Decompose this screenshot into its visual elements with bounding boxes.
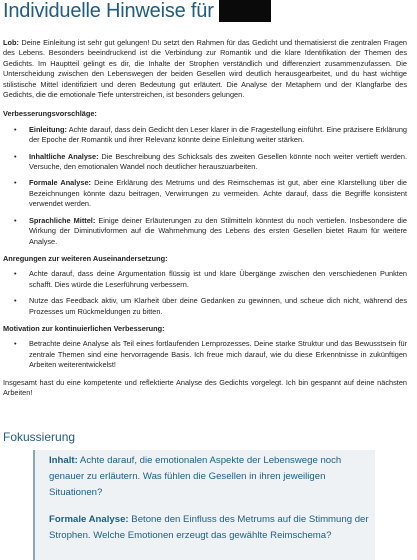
bullet-icon: •: [14, 215, 17, 225]
praise-paragraph: [3, 38, 407, 100]
page-title: Individuelle Hinweise für: [3, 0, 214, 22]
bullet-icon: •: [14, 124, 17, 134]
motivation-list: [3, 339, 407, 370]
list-item: [3, 269, 407, 290]
item-label: Formale Analyse:: [29, 178, 92, 188]
bullet-icon: •: [14, 339, 17, 349]
focus-box: [33, 450, 375, 560]
praise-text: Deine Einleitung ist sehr gut gelungen! Du setzt den Rahmen für das Gedicht und thematisierst die zentralen Fragen des Lebens. Besonders beeindruckend ist die Verbindung zur Romantik und die klare Identifikation der Themen des Gedichts. Im Hauptteil gelingt es dir, die Inhalte der Strophen verständlich und differenziert zusammenzufassen. Die Unterscheidung zwischen den Lebenswegen der beiden Gesellen wird deutlich herausgearbeitet, und du hast wichtige stilistische Mittel identifiziert und deren Bedeutung gut erläutert. Die Analyse der Metaphern und der Klangfarbe des Gedichts, die die emotionale Tiefe unterstreichen, ist besonders gelungen.: [3, 38, 407, 100]
focus-item-content: [49, 453, 369, 502]
redacted-name: [219, 0, 271, 22]
focus-item-label: Inhalt:: [49, 455, 78, 466]
focus-item-form: [49, 512, 369, 544]
bullet-icon: •: [14, 296, 17, 306]
summary-paragraph: Insgesamt hast du eine kompetente und reflektierte Analyse des Gedichts vorgelegt. Ich bin gespannt auf deine nächsten Arbeiten!: [3, 377, 407, 397]
item-label: Einleitung:: [29, 124, 67, 134]
bullet-icon: •: [14, 269, 17, 279]
list-item: [3, 216, 407, 247]
list-item: [3, 339, 407, 370]
improvements-list: [3, 125, 407, 247]
bullet-icon: •: [14, 151, 17, 161]
praise-label: Lob:: [3, 38, 19, 47]
focus-item-text: Betone den Einfluss des Metrums auf die Stimmung der Strophen. Welche Emotionen erzeugt das gewählte Reimschema?: [49, 514, 369, 542]
suggestions-list: [3, 269, 407, 317]
bullet-icon: •: [14, 178, 17, 188]
item-label: Sprachliche Mittel:: [29, 215, 96, 225]
item-text: Betrachte deine Analyse als Teil eines fortlaufenden Lernprozesses. Deine starke Struktur und das Bewusstsein für zentrale Themen sind eine hervorragende Basis. Ich freue mich darauf, wie du diese Erkenntnisse in zukünftigen Arbeiten weiterentwickelst!: [29, 339, 407, 370]
item-text: Deine Erklärung des Metrums und des Reimschemas ist gut, aber eine Klarstellung über die Bezeichnungen könnte dazu beitragen, Verwirrungen zu vermeiden. Achte darauf, dass die Begriffe konsistent verwendet werden.: [29, 178, 408, 209]
item-text: Einige deiner Erläuterungen zu den Stilmitteln könntest du noch vertiefen. Insbesondere die Wirkung der Diminutivformen auf die Wahrnehmung des Lebens des ersten Gesellen bietet Raum für weitere Analyse.: [29, 215, 407, 246]
list-item: [3, 296, 407, 317]
item-label: Inhaltliche Analyse:: [29, 151, 99, 161]
title-row: [3, 0, 271, 24]
focus-item-text: Achte darauf, die emotionalen Aspekte der Lebenswege noch genauer zu erläutern. Was fühlen die Gesellen in ihren jeweiligen Situationen?: [49, 455, 342, 499]
item-text: Die Beschreibung des Schicksals des zweiten Gesellen könnte noch weiter vertieft werden. Versuche, den emotionalen Wandel noch deutlicher herauszuarbeiten.: [29, 151, 407, 172]
section-heading-suggestions: Anregungen zur weiteren Auseinandersetzung:: [3, 253, 168, 263]
list-item: [3, 178, 407, 209]
focus-heading: Fokussierung: [3, 430, 76, 444]
list-item: [3, 125, 407, 146]
list-item: [3, 152, 407, 173]
section-heading-motivation: Motivation zur kontinuierlichen Verbesserung:: [3, 323, 165, 333]
focus-item-label: Formale Analyse:: [49, 514, 129, 525]
feedback-content: [3, 38, 407, 398]
item-text: Nutze das Feedback aktiv, um Klarheit über deine Gedanken zu gewinnen, und scheue dich nicht, während des Prozesses um Rückmeldungen zu bitten.: [29, 296, 407, 316]
item-text: Achte darauf, dass dein Gedicht den Leser klarer in die Fragestellung einführt. Eine präzisere Erklärung der Epoche der Romantik und ihrer Relevanz könnte deine Einleitung weiter stärken.: [29, 124, 407, 145]
item-text: Achte darauf, dass deine Argumentation flüssig ist und klare Übergänge zwischen den verschiedenen Punkten schafft. Dies würde die Leserführung verbessern.: [29, 269, 407, 289]
section-heading-improvements: Verbesserungsvorschläge:: [3, 109, 97, 119]
